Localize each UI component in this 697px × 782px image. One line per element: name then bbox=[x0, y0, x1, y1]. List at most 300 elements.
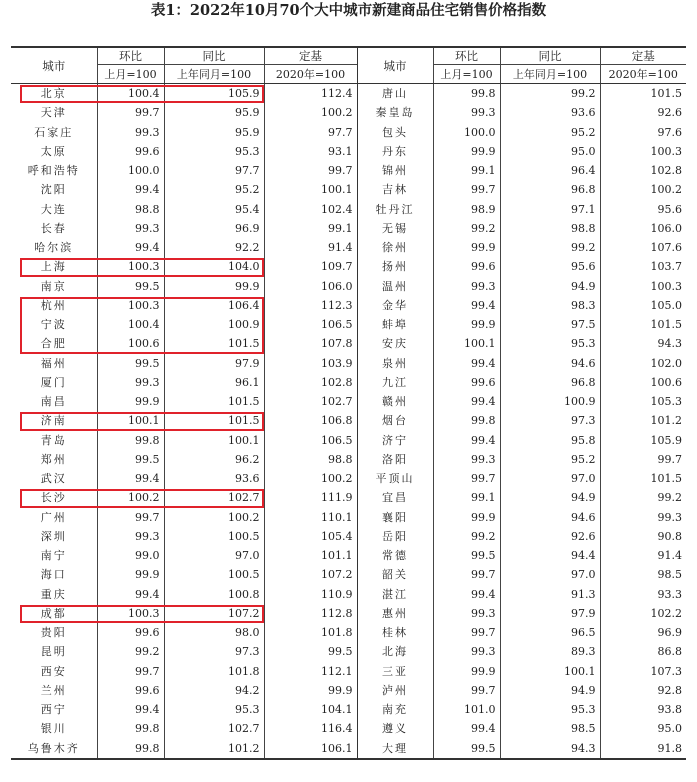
table-row bbox=[11, 219, 686, 238]
mom-value-right: 99.3 bbox=[433, 277, 500, 296]
mom-value-right: 99.2 bbox=[433, 219, 500, 238]
yoy-value-left: 96.2 bbox=[164, 450, 264, 469]
fixed-value-left: 116.4 bbox=[264, 719, 357, 738]
yoy-value-left: 106.4 bbox=[164, 296, 264, 315]
city-name-right: 韶关 bbox=[357, 565, 433, 584]
city-name-right: 岳阳 bbox=[357, 527, 433, 546]
mom-value-left: 99.3 bbox=[97, 123, 164, 142]
fixed-value-right: 105.3 bbox=[600, 392, 686, 411]
yoy-value-left: 92.2 bbox=[164, 238, 264, 257]
yoy-value-left: 93.6 bbox=[164, 469, 264, 488]
mom-value-left: 99.5 bbox=[97, 450, 164, 469]
mom-value-right: 99.5 bbox=[433, 739, 500, 759]
mom-value-right: 99.4 bbox=[433, 392, 500, 411]
fixed-value-right: 97.6 bbox=[600, 123, 686, 142]
fixed-value-left: 111.9 bbox=[264, 488, 357, 507]
fixed-value-left: 103.9 bbox=[264, 354, 357, 373]
fixed-value-right: 103.7 bbox=[600, 257, 686, 276]
yoy-value-right: 99.2 bbox=[500, 84, 600, 104]
mom-value-left: 98.8 bbox=[97, 200, 164, 219]
city-name-left: 西宁 bbox=[40, 703, 67, 717]
yoy-value-left: 107.2 bbox=[164, 604, 264, 623]
table-row bbox=[11, 585, 686, 604]
city-name-left: 天津 bbox=[40, 106, 67, 120]
fixed-value-right: 96.9 bbox=[600, 623, 686, 642]
mom-value-left: 100.3 bbox=[97, 257, 164, 276]
city-name-left: 厦门 bbox=[40, 375, 67, 389]
yoy-value-left: 96.9 bbox=[164, 219, 264, 238]
yoy-value-right: 97.0 bbox=[500, 469, 600, 488]
mom-value-left: 99.7 bbox=[97, 508, 164, 527]
yoy-value-left: 102.7 bbox=[164, 719, 264, 738]
mom-header-right: 环比 bbox=[433, 47, 500, 65]
fixed-value-left: 99.1 bbox=[264, 219, 357, 238]
mom-value-left: 100.2 bbox=[97, 488, 164, 507]
header-row-2 bbox=[11, 65, 686, 84]
fixed-value-right: 98.5 bbox=[600, 565, 686, 584]
fixed-value-left: 112.1 bbox=[264, 662, 357, 681]
fixed-value-left: 100.2 bbox=[264, 103, 357, 122]
yoy-value-right: 94.6 bbox=[500, 354, 600, 373]
mom-value-right: 99.8 bbox=[433, 411, 500, 430]
table-row bbox=[11, 662, 686, 681]
mom-value-right: 99.6 bbox=[433, 257, 500, 276]
table-title: 表1：2022年10月70个大中城市新建商品住宅销售价格指数 bbox=[150, 2, 547, 19]
fixed-value-left: 102.8 bbox=[264, 373, 357, 392]
mom-value-left: 100.4 bbox=[97, 315, 164, 334]
fixed-value-right: 107.6 bbox=[600, 238, 686, 257]
yoy-value-right: 94.4 bbox=[500, 546, 600, 565]
city-name-right: 九江 bbox=[357, 373, 433, 392]
yoy-sub-right: 上年同月=100 bbox=[500, 65, 600, 84]
city-name-right: 秦皇岛 bbox=[357, 103, 433, 122]
mom-value-left: 99.2 bbox=[97, 642, 164, 661]
city-name-right: 南充 bbox=[357, 700, 433, 719]
mom-value-right: 99.3 bbox=[433, 642, 500, 661]
yoy-value-right: 95.0 bbox=[500, 142, 600, 161]
city-name-right: 牡丹江 bbox=[357, 200, 433, 219]
city-name-left: 石家庄 bbox=[34, 125, 74, 139]
fixed-value-right: 93.3 bbox=[600, 585, 686, 604]
table-row bbox=[11, 623, 686, 642]
table-row bbox=[11, 123, 686, 142]
mom-value-right: 99.9 bbox=[433, 508, 500, 527]
table-row bbox=[11, 431, 686, 450]
yoy-value-right: 96.5 bbox=[500, 623, 600, 642]
fixed-value-left: 112.3 bbox=[264, 296, 357, 315]
mom-value-left: 99.6 bbox=[97, 623, 164, 642]
city-name-left: 南京 bbox=[40, 279, 67, 293]
city-name-left: 青岛 bbox=[40, 433, 67, 447]
fixed-value-right: 107.3 bbox=[600, 662, 686, 681]
fixed-value-right: 102.2 bbox=[600, 604, 686, 623]
city-name-left: 合肥 bbox=[40, 337, 67, 351]
yoy-value-right: 95.8 bbox=[500, 431, 600, 450]
city-name-right: 宜昌 bbox=[357, 488, 433, 507]
mom-value-left: 99.4 bbox=[97, 238, 164, 257]
mom-value-right: 99.9 bbox=[433, 142, 500, 161]
city-name-right: 三亚 bbox=[357, 662, 433, 681]
yoy-value-right: 94.3 bbox=[500, 739, 600, 759]
city-name-right: 金华 bbox=[357, 296, 433, 315]
fixed-value-left: 101.8 bbox=[264, 623, 357, 642]
city-name-left: 海口 bbox=[40, 568, 67, 582]
city-name-left: 贵阳 bbox=[40, 626, 67, 640]
city-name-left: 长春 bbox=[40, 221, 67, 235]
yoy-value-right: 98.3 bbox=[500, 296, 600, 315]
mom-value-right: 99.7 bbox=[433, 565, 500, 584]
yoy-value-left: 100.2 bbox=[164, 508, 264, 527]
fixed-value-left: 112.4 bbox=[264, 84, 357, 104]
yoy-value-left: 101.5 bbox=[164, 334, 264, 353]
mom-value-right: 99.4 bbox=[433, 585, 500, 604]
mom-value-left: 99.3 bbox=[97, 527, 164, 546]
table-row bbox=[11, 508, 686, 527]
mom-value-right: 99.1 bbox=[433, 488, 500, 507]
mom-value-left: 100.1 bbox=[97, 411, 164, 430]
fixed-value-left: 106.5 bbox=[264, 315, 357, 334]
yoy-value-left: 101.5 bbox=[164, 392, 264, 411]
fixed-value-right: 93.8 bbox=[600, 700, 686, 719]
fixed-value-left: 99.5 bbox=[264, 642, 357, 661]
yoy-value-right: 93.6 bbox=[500, 103, 600, 122]
mom-value-left: 99.6 bbox=[97, 142, 164, 161]
table-row bbox=[11, 392, 686, 411]
fixed-value-right: 99.2 bbox=[600, 488, 686, 507]
city-name-right: 唐山 bbox=[357, 84, 433, 104]
mom-value-right: 99.9 bbox=[433, 315, 500, 334]
yoy-value-left: 95.4 bbox=[164, 200, 264, 219]
yoy-value-right: 97.3 bbox=[500, 411, 600, 430]
fixed-value-right: 101.5 bbox=[600, 315, 686, 334]
city-name-right: 遵义 bbox=[357, 719, 433, 738]
table-row bbox=[11, 103, 686, 122]
yoy-value-left: 95.3 bbox=[164, 142, 264, 161]
yoy-value-right: 100.9 bbox=[500, 392, 600, 411]
city-name-right: 锦州 bbox=[357, 161, 433, 180]
table-row bbox=[11, 450, 686, 469]
yoy-value-left: 101.2 bbox=[164, 739, 264, 759]
fixed-value-left: 106.8 bbox=[264, 411, 357, 430]
city-name-left: 呼和浩特 bbox=[27, 164, 80, 178]
table-row bbox=[11, 84, 686, 104]
city-name-right: 吉林 bbox=[357, 180, 433, 199]
city-name-left: 昆明 bbox=[40, 645, 67, 659]
mom-value-left: 99.5 bbox=[97, 354, 164, 373]
city-name-right: 赣州 bbox=[357, 392, 433, 411]
mom-value-right: 99.6 bbox=[433, 373, 500, 392]
mom-value-left: 99.4 bbox=[97, 180, 164, 199]
city-name-right: 湛江 bbox=[357, 585, 433, 604]
fixed-value-right: 92.8 bbox=[600, 681, 686, 700]
city-name-right: 包头 bbox=[357, 123, 433, 142]
mom-value-right: 99.4 bbox=[433, 354, 500, 373]
yoy-value-left: 100.5 bbox=[164, 565, 264, 584]
yoy-value-left: 104.0 bbox=[164, 257, 264, 276]
city-name-right: 烟台 bbox=[357, 411, 433, 430]
table-row bbox=[11, 700, 686, 719]
city-name-left: 大连 bbox=[40, 202, 67, 216]
table-row bbox=[11, 546, 686, 565]
mom-value-right: 99.4 bbox=[433, 296, 500, 315]
fixed-value-right: 91.8 bbox=[600, 739, 686, 759]
city-name-right: 扬州 bbox=[357, 257, 433, 276]
mom-value-right: 99.4 bbox=[433, 719, 500, 738]
mom-value-left: 99.3 bbox=[97, 219, 164, 238]
fixed-header-left: 定基 bbox=[264, 47, 357, 65]
mom-value-right: 99.7 bbox=[433, 180, 500, 199]
city-name-left: 杭州 bbox=[40, 298, 67, 312]
fixed-value-left: 97.7 bbox=[264, 123, 357, 142]
yoy-value-right: 95.2 bbox=[500, 123, 600, 142]
table-row bbox=[11, 161, 686, 180]
mom-value-left: 99.7 bbox=[97, 662, 164, 681]
table-row bbox=[11, 739, 686, 759]
header-row-1 bbox=[11, 47, 686, 65]
city-name-right: 泸州 bbox=[357, 681, 433, 700]
yoy-value-right: 97.5 bbox=[500, 315, 600, 334]
fixed-value-right: 101.2 bbox=[600, 411, 686, 430]
fixed-value-left: 102.7 bbox=[264, 392, 357, 411]
city-name-left: 广州 bbox=[40, 510, 67, 524]
yoy-value-right: 97.9 bbox=[500, 604, 600, 623]
city-name-right: 安庆 bbox=[357, 334, 433, 353]
mom-value-right: 99.1 bbox=[433, 161, 500, 180]
mom-value-right: 101.0 bbox=[433, 700, 500, 719]
table-row bbox=[11, 296, 686, 315]
mom-value-right: 99.9 bbox=[433, 662, 500, 681]
yoy-value-left: 94.2 bbox=[164, 681, 264, 700]
city-name-right: 大理 bbox=[357, 739, 433, 759]
fixed-value-right: 100.3 bbox=[600, 277, 686, 296]
fixed-value-left: 107.2 bbox=[264, 565, 357, 584]
table-row bbox=[11, 200, 686, 219]
mom-value-left: 99.8 bbox=[97, 739, 164, 759]
city-name-left: 银川 bbox=[40, 722, 67, 736]
fixed-value-left: 110.1 bbox=[264, 508, 357, 527]
yoy-value-left: 97.0 bbox=[164, 546, 264, 565]
mom-sub-left: 上月=100 bbox=[97, 65, 164, 84]
city-name-right: 蚌埠 bbox=[357, 315, 433, 334]
yoy-value-left: 97.9 bbox=[164, 354, 264, 373]
table-row bbox=[11, 315, 686, 334]
table-row bbox=[11, 642, 686, 661]
yoy-value-right: 99.2 bbox=[500, 238, 600, 257]
mom-value-left: 99.9 bbox=[97, 565, 164, 584]
yoy-sub-left: 上年同月=100 bbox=[164, 65, 264, 84]
fixed-value-right: 99.7 bbox=[600, 450, 686, 469]
yoy-value-right: 97.0 bbox=[500, 565, 600, 584]
fixed-value-right: 105.0 bbox=[600, 296, 686, 315]
city-name-right: 襄阳 bbox=[357, 508, 433, 527]
city-name-right: 泉州 bbox=[357, 354, 433, 373]
mom-value-right: 99.2 bbox=[433, 527, 500, 546]
fixed-value-right: 100.3 bbox=[600, 142, 686, 161]
yoy-value-left: 100.8 bbox=[164, 585, 264, 604]
mom-value-right: 98.9 bbox=[433, 200, 500, 219]
city-name-left: 武汉 bbox=[40, 472, 67, 486]
yoy-value-left: 100.5 bbox=[164, 527, 264, 546]
fixed-value-left: 99.7 bbox=[264, 161, 357, 180]
city-name-left: 兰州 bbox=[40, 683, 67, 697]
table-row bbox=[11, 411, 686, 430]
table-row bbox=[11, 238, 686, 257]
city-name-left: 深圳 bbox=[40, 529, 67, 543]
fixed-value-left: 100.1 bbox=[264, 180, 357, 199]
yoy-value-left: 97.3 bbox=[164, 642, 264, 661]
yoy-value-right: 98.8 bbox=[500, 219, 600, 238]
city-name-right: 平顶山 bbox=[357, 469, 433, 488]
table-row bbox=[11, 604, 686, 623]
fixed-value-left: 109.7 bbox=[264, 257, 357, 276]
mom-value-left: 99.6 bbox=[97, 681, 164, 700]
mom-value-left: 99.8 bbox=[97, 719, 164, 738]
yoy-value-left: 98.0 bbox=[164, 623, 264, 642]
table-row bbox=[11, 354, 686, 373]
table-row bbox=[11, 681, 686, 700]
fixed-value-left: 98.8 bbox=[264, 450, 357, 469]
fixed-value-left: 112.8 bbox=[264, 604, 357, 623]
table-row bbox=[11, 180, 686, 199]
mom-value-left: 100.3 bbox=[97, 604, 164, 623]
yoy-value-right: 96.8 bbox=[500, 373, 600, 392]
yoy-header-right: 同比 bbox=[500, 47, 600, 65]
mom-value-right: 99.8 bbox=[433, 84, 500, 104]
fixed-value-right: 102.8 bbox=[600, 161, 686, 180]
fixed-value-left: 110.9 bbox=[264, 585, 357, 604]
city-name-left: 福州 bbox=[40, 356, 67, 370]
fixed-value-right: 91.4 bbox=[600, 546, 686, 565]
fixed-value-left: 105.4 bbox=[264, 527, 357, 546]
mom-value-right: 100.0 bbox=[433, 123, 500, 142]
yoy-value-left: 97.7 bbox=[164, 161, 264, 180]
fixed-sub-right: 2020年=100 bbox=[600, 65, 686, 84]
yoy-value-right: 100.1 bbox=[500, 662, 600, 681]
city-name-left: 沈阳 bbox=[40, 183, 67, 197]
fixed-value-left: 101.1 bbox=[264, 546, 357, 565]
yoy-value-right: 94.9 bbox=[500, 681, 600, 700]
mom-value-left: 99.8 bbox=[97, 431, 164, 450]
table-row bbox=[11, 142, 686, 161]
city-name-left: 上海 bbox=[40, 260, 67, 274]
fixed-sub-left: 2020年=100 bbox=[264, 65, 357, 84]
fixed-value-right: 86.8 bbox=[600, 642, 686, 661]
fixed-value-right: 95.0 bbox=[600, 719, 686, 738]
yoy-value-right: 94.9 bbox=[500, 277, 600, 296]
mom-header-left: 环比 bbox=[97, 47, 164, 65]
fixed-value-right: 101.5 bbox=[600, 469, 686, 488]
mom-value-right: 99.7 bbox=[433, 623, 500, 642]
city-name-left: 济南 bbox=[40, 414, 67, 428]
fixed-value-right: 99.3 bbox=[600, 508, 686, 527]
yoy-value-right: 92.6 bbox=[500, 527, 600, 546]
yoy-value-left: 102.7 bbox=[164, 488, 264, 507]
city-name-left: 乌鲁木齐 bbox=[11, 739, 97, 759]
mom-value-right: 99.3 bbox=[433, 604, 500, 623]
fixed-value-left: 107.8 bbox=[264, 334, 357, 353]
fixed-header-right: 定基 bbox=[600, 47, 686, 65]
yoy-value-left: 95.9 bbox=[164, 103, 264, 122]
table-body bbox=[11, 84, 686, 759]
city-name-left: 成都 bbox=[40, 606, 67, 620]
table-row bbox=[11, 257, 686, 276]
table-row bbox=[11, 719, 686, 738]
table-row bbox=[11, 488, 686, 507]
city-header-left: 城市 bbox=[11, 47, 97, 84]
mom-value-right: 99.3 bbox=[433, 103, 500, 122]
yoy-value-left: 99.9 bbox=[164, 277, 264, 296]
city-name-left: 哈尔滨 bbox=[34, 241, 74, 255]
yoy-value-left: 100.9 bbox=[164, 315, 264, 334]
fixed-value-left: 91.4 bbox=[264, 238, 357, 257]
yoy-value-right: 94.9 bbox=[500, 488, 600, 507]
yoy-value-right: 97.1 bbox=[500, 200, 600, 219]
fixed-value-right: 94.3 bbox=[600, 334, 686, 353]
fixed-value-left: 93.1 bbox=[264, 142, 357, 161]
yoy-value-left: 96.1 bbox=[164, 373, 264, 392]
yoy-value-left: 105.9 bbox=[164, 84, 264, 104]
yoy-value-right: 94.6 bbox=[500, 508, 600, 527]
fixed-value-left: 100.2 bbox=[264, 469, 357, 488]
yoy-value-right: 95.3 bbox=[500, 700, 600, 719]
mom-value-left: 100.6 bbox=[97, 334, 164, 353]
table-row bbox=[11, 565, 686, 584]
fixed-value-left: 106.5 bbox=[264, 431, 357, 450]
mom-value-left: 99.0 bbox=[97, 546, 164, 565]
city-name-right: 洛阳 bbox=[357, 450, 433, 469]
mom-value-left: 100.3 bbox=[97, 296, 164, 315]
fixed-value-right: 90.8 bbox=[600, 527, 686, 546]
city-name-right: 温州 bbox=[357, 277, 433, 296]
fixed-value-left: 106.0 bbox=[264, 277, 357, 296]
fixed-value-left: 104.1 bbox=[264, 700, 357, 719]
fixed-value-right: 100.6 bbox=[600, 373, 686, 392]
mom-value-left: 99.3 bbox=[97, 373, 164, 392]
mom-value-left: 99.4 bbox=[97, 585, 164, 604]
city-name-right: 济宁 bbox=[357, 431, 433, 450]
table-row bbox=[11, 277, 686, 296]
yoy-value-right: 98.5 bbox=[500, 719, 600, 738]
table-row bbox=[11, 334, 686, 353]
yoy-value-right: 95.3 bbox=[500, 334, 600, 353]
fixed-value-right: 102.0 bbox=[600, 354, 686, 373]
city-name-left: 郑州 bbox=[40, 452, 67, 466]
mom-sub-right: 上月=100 bbox=[433, 65, 500, 84]
fixed-value-left: 99.9 bbox=[264, 681, 357, 700]
mom-value-right: 99.9 bbox=[433, 238, 500, 257]
fixed-value-right: 100.2 bbox=[600, 180, 686, 199]
city-name-left: 南宁 bbox=[40, 549, 67, 563]
mom-value-left: 100.4 bbox=[97, 84, 164, 104]
mom-value-right: 99.7 bbox=[433, 681, 500, 700]
table-row bbox=[11, 469, 686, 488]
mom-value-right: 99.3 bbox=[433, 450, 500, 469]
city-name-right: 常德 bbox=[357, 546, 433, 565]
city-name-left: 宁波 bbox=[40, 318, 67, 332]
fixed-value-left: 102.4 bbox=[264, 200, 357, 219]
yoy-value-right: 96.8 bbox=[500, 180, 600, 199]
yoy-value-left: 95.9 bbox=[164, 123, 264, 142]
fixed-value-right: 105.9 bbox=[600, 431, 686, 450]
mom-value-left: 99.4 bbox=[97, 469, 164, 488]
yoy-value-left: 101.8 bbox=[164, 662, 264, 681]
fixed-value-right: 101.5 bbox=[600, 84, 686, 104]
mom-value-left: 99.5 bbox=[97, 277, 164, 296]
mom-value-left: 100.0 bbox=[97, 161, 164, 180]
yoy-value-right: 95.6 bbox=[500, 257, 600, 276]
table-row bbox=[11, 373, 686, 392]
yoy-value-left: 95.2 bbox=[164, 180, 264, 199]
